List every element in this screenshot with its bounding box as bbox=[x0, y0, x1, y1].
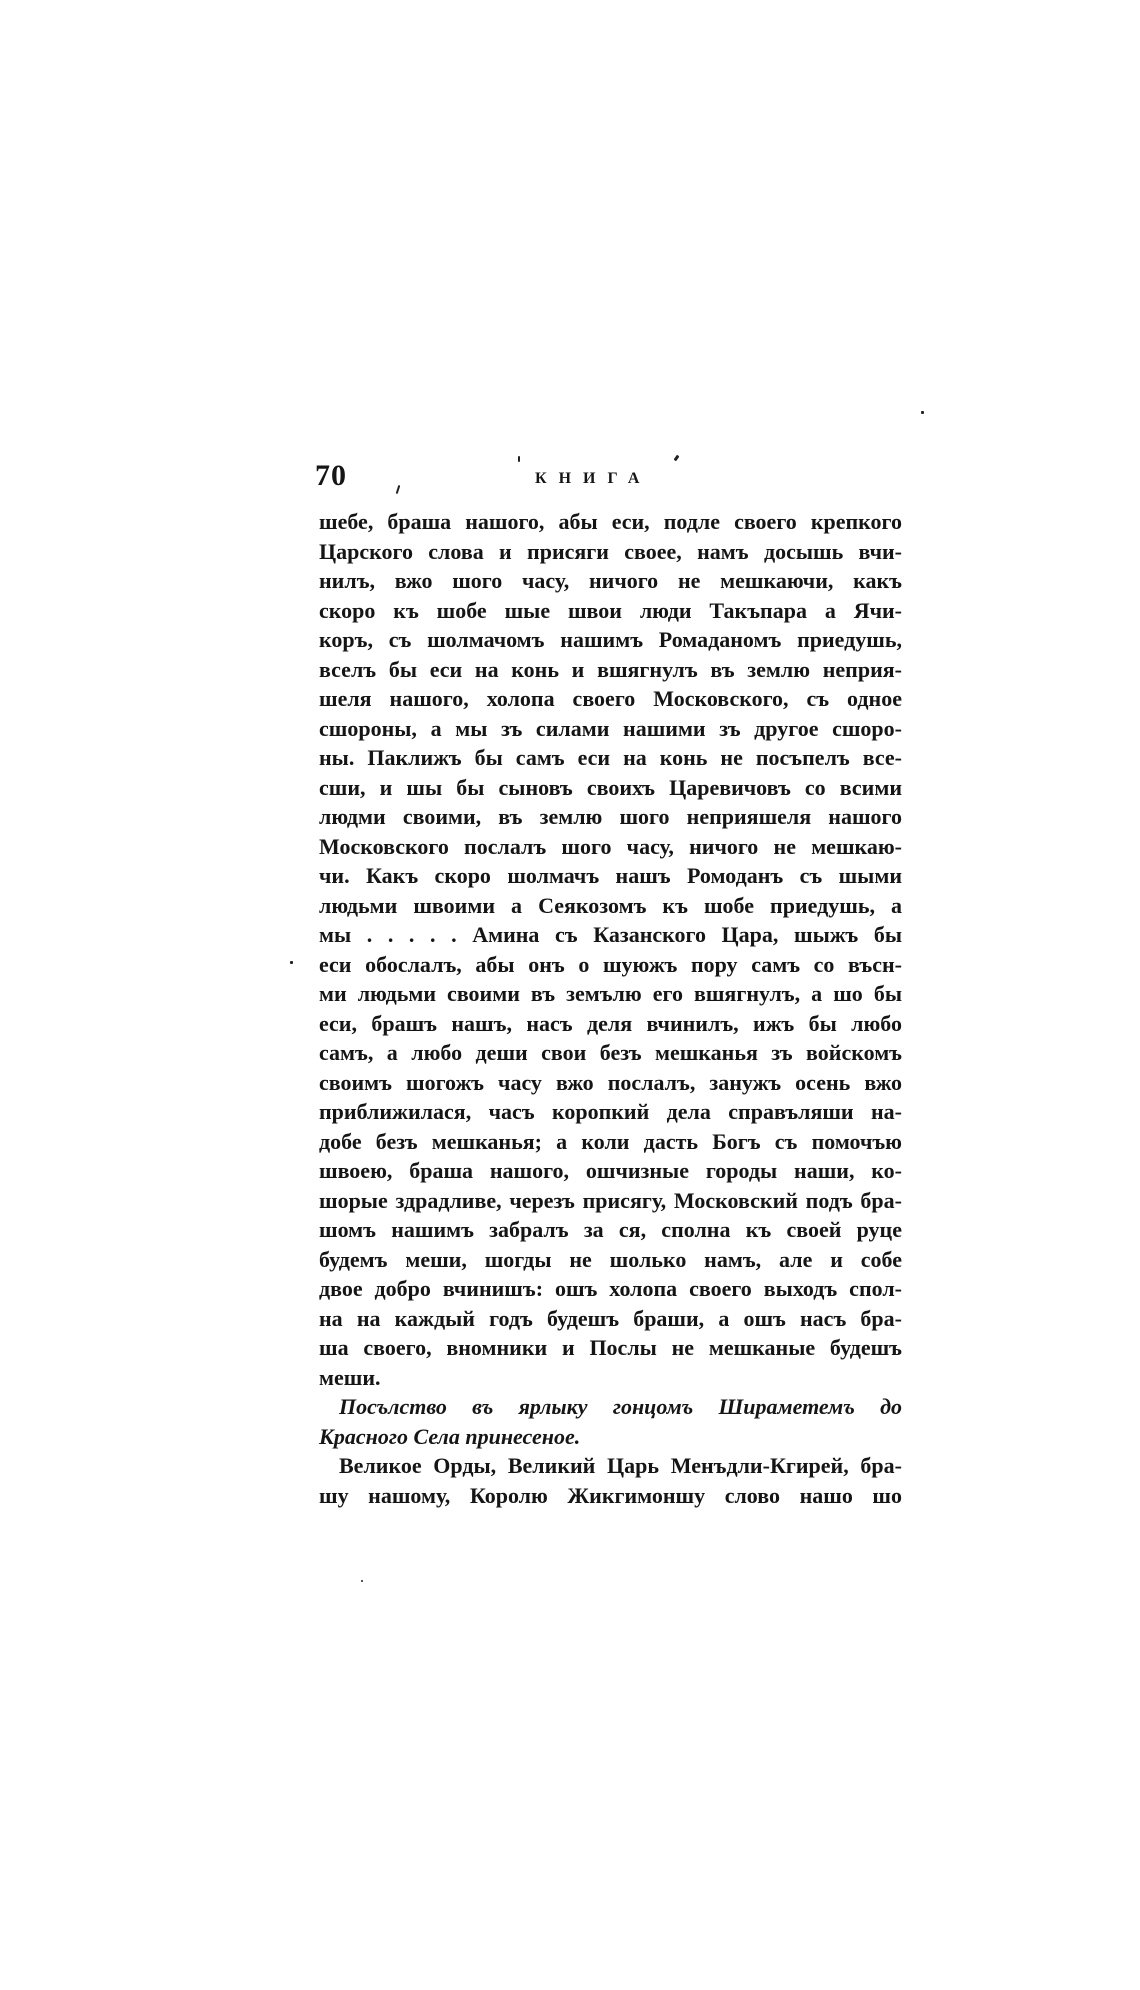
letter-line: шу нашому, Королю Жикгимоншу слово нашо шо bbox=[319, 1482, 902, 1508]
text-line: чи. Какъ скоро шолмачъ нашъ Ромоданъ съ шыми bbox=[319, 863, 902, 888]
text-line: сшороны, а мы зъ силами нашими зъ другое сшоро- bbox=[319, 715, 902, 741]
text-line: шомъ нашимъ забралъ за ся, сполна къ своей руце bbox=[319, 1217, 902, 1242]
text-line: вселъ бы еси на конь и вшягнулъ въ землю неприя- bbox=[319, 656, 902, 682]
text-line: еси, брашъ нашъ, насъ деля вчинилъ, ижъ бы любо bbox=[319, 1010, 902, 1036]
text-line: двое добро вчинишъ: ошъ холопа своего выходъ спол- bbox=[319, 1276, 902, 1301]
text-line: меши. bbox=[319, 1364, 381, 1390]
text-line: швоею, браша нашого, ошчизные городы наши, ко- bbox=[319, 1158, 902, 1183]
text-line: шеля нашого, холопа своего Московского, съ одное bbox=[319, 686, 902, 711]
running-head: КНИГА bbox=[535, 470, 652, 487]
section-heading-line: Красного Села принесеное. bbox=[319, 1423, 581, 1449]
text-line: нилъ, вжо шого часу, ничого не мешкаючи, какъ bbox=[319, 568, 902, 593]
text-line: будемъ меши, шогды не шолько намъ, але и собе bbox=[319, 1246, 902, 1272]
text-line: еси обослалъ, абы онъ о шуюжъ пору самъ со въсн- bbox=[319, 951, 902, 977]
text-line: сши, и шы бы сыновъ своихъ Царевичовъ со всими bbox=[319, 774, 902, 800]
scan-speck bbox=[921, 411, 924, 414]
text-line: шебе, браша нашого, абы еси, подле своего крепкого bbox=[319, 509, 902, 534]
page-header bbox=[315, 459, 902, 492]
text-line: ша своего, вномники и Послы не мешканые будешъ bbox=[319, 1335, 902, 1360]
text-line: людьми швоими а Сеякозомъ къ шобе приедушь, а bbox=[319, 892, 902, 918]
text-line: Московского послалъ шого часу, ничого не мешкаю- bbox=[319, 833, 902, 859]
scan-speck bbox=[361, 1580, 363, 1582]
text-line: шорые здрадливе, черезъ присягу, Московский подъ бра- bbox=[319, 1187, 902, 1213]
text-line: добе безъ мешканья; а коли дасть Богъ съ помочъю bbox=[319, 1128, 902, 1154]
letter-line: Великое Орды, Великий Царь Менъдли-Кгирей, бра- bbox=[339, 1453, 902, 1478]
text-line: своимъ шогожъ часу вжо послалъ, занужъ осень вжо bbox=[319, 1069, 902, 1095]
scan-speck bbox=[290, 961, 293, 964]
text-line: на на каждый годъ будешъ браши, а ошъ насъ бра- bbox=[319, 1305, 902, 1331]
text-block bbox=[319, 507, 902, 1510]
text-line: приближилася, часъ коропкий дела справъляши на- bbox=[319, 1099, 902, 1124]
text-line: скоро къ шобе шые швои люди Такъпара а Ячи- bbox=[319, 597, 902, 623]
text-line: Царского слова и присяги своее, намъ досышь вчи- bbox=[319, 538, 902, 564]
text-line: людми своими, въ землю шого неприяшеля нашого bbox=[319, 804, 902, 829]
text-line: мы . . . . . Амина съ Казанского Цара, шыжъ бы bbox=[319, 922, 902, 947]
scan-speck bbox=[518, 456, 520, 462]
text-line: ми людьми своими въ земълю его вшягнулъ, а шо бы bbox=[319, 981, 902, 1006]
text-line: ны. Паклижъ бы самъ еси на конь не посъпелъ все- bbox=[319, 745, 902, 770]
page-number: 70 bbox=[315, 459, 347, 492]
text-line: коръ, съ шолмачомъ нашимъ Ромаданомъ приедушь, bbox=[319, 627, 902, 652]
section-heading-line: Посълство въ ярлыку гонцомъ Шираметемъ до bbox=[339, 1394, 902, 1419]
text-line: самъ, а любо деши свои безъ мешканья зъ войскомъ bbox=[319, 1040, 902, 1065]
